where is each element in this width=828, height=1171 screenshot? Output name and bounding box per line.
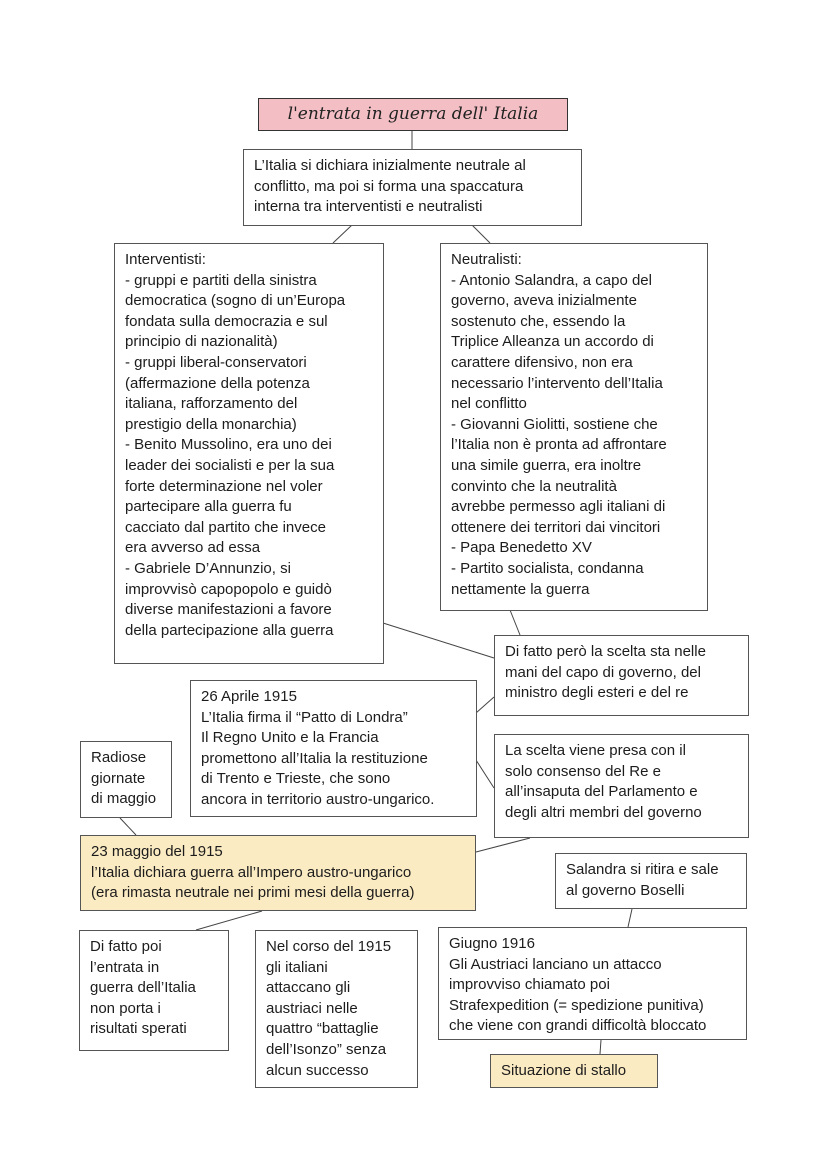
risultati-box: Di fatto poi l’entrata in guerra dell’Italia non porta i risultati sperati bbox=[79, 930, 229, 1051]
salandra-ritira-box: Salandra si ritira e sale al governo Boselli bbox=[555, 853, 747, 909]
scelta-re-box: La scelta viene presa con il solo consenso del Re e all’insaputa del Parlamento e degli altri membri del governo bbox=[494, 734, 749, 838]
connector-radiose-dichiarazione bbox=[120, 818, 136, 835]
neutralisti-box: Neutralisti: - Antonio Salandra, a capo del governo, aveva inizialmente sostenuto che, essendo la Triplice Alleanza un accordo di carattere difensivo, non era necessario l’intervento dell’Italia nel conflitto - Giovanni Giolitti, sostiene che l’Italia non è pronta ad affrontare una simile guerra, era inoltre convinto che la neutralità avrebbe permesso agli italiani di ottenere dei territori dai vincitori - Papa Benedetto XV - Partito socialista, condanna nettamente la guerra bbox=[440, 243, 708, 611]
connector-salandra-giugno bbox=[628, 909, 632, 927]
connector-patto-sceltare bbox=[476, 760, 494, 788]
intro-box: L’Italia si dichiara inizialmente neutrale al conflitto, ma poi si forma una spaccatura interna tra interventisti e neutralisti bbox=[243, 149, 582, 226]
radiose-box: Radiose giornate di maggio bbox=[80, 741, 172, 818]
connector-intro-neutralisti bbox=[472, 225, 490, 243]
connector-scelta-patto bbox=[476, 697, 494, 713]
page-title: l'entrata in guerra dell' Italia bbox=[287, 104, 539, 124]
scelta-capo-box: Di fatto però la scelta sta nelle mani del capo di governo, del ministro degli esteri e del re bbox=[494, 635, 749, 716]
connector-dichiarazione-risultati bbox=[196, 911, 262, 930]
connector-sceltare-dichiarazione bbox=[476, 838, 530, 852]
connector-intro-interventisti bbox=[333, 225, 352, 243]
connector-interventisti-scelta bbox=[383, 623, 494, 658]
connector-giugno-stallo bbox=[600, 1040, 601, 1054]
title-box bbox=[258, 98, 568, 131]
strafexpedition-box: Giugno 1916 Gli Austriaci lanciano un attacco improvviso chiamato poi Strafexpedition (= spedizione punitiva) che viene con grandi difficoltà bloccato bbox=[438, 927, 747, 1040]
stallo-box: Situazione di stallo bbox=[490, 1054, 658, 1088]
interventisti-box: Interventisti: - gruppi e partiti della sinistra democratica (sogno di un’Europa fondata sulla democrazia e sul principio di nazionalità) - gruppi liberal-conservatori (affermazione della potenza italiana, rafforzamento del prestigio della monarchia) - Benito Mussolino, era uno dei leader dei socialisti e per la sua forte determinazione nel voler partecipare alla guerra fu cacciato dal partito che invece era avverso ad essa - Gabriele D’Annunzio, si improvvisò capopopolo e guidò diverse manifestazioni a favore della partecipazione alla guerra bbox=[114, 243, 384, 664]
patto-londra-box: 26 Aprile 1915 L’Italia firma il “Patto di Londra” Il Regno Unito e la Francia promettono all’Italia la restituzione di Trento e Trieste, che sono ancora in territorio austro-ungarico. bbox=[190, 680, 477, 817]
isonzo-box: Nel corso del 1915 gli italiani attaccano gli austriaci nelle quattro “battaglie dell’Isonzo” senza alcun successo bbox=[255, 930, 418, 1088]
dichiarazione-box: 23 maggio del 1915 l’Italia dichiara guerra all’Impero austro-ungarico (era rimasta neutrale nei primi mesi della guerra) bbox=[80, 835, 476, 911]
connector-neutralisti-scelta bbox=[510, 610, 520, 635]
